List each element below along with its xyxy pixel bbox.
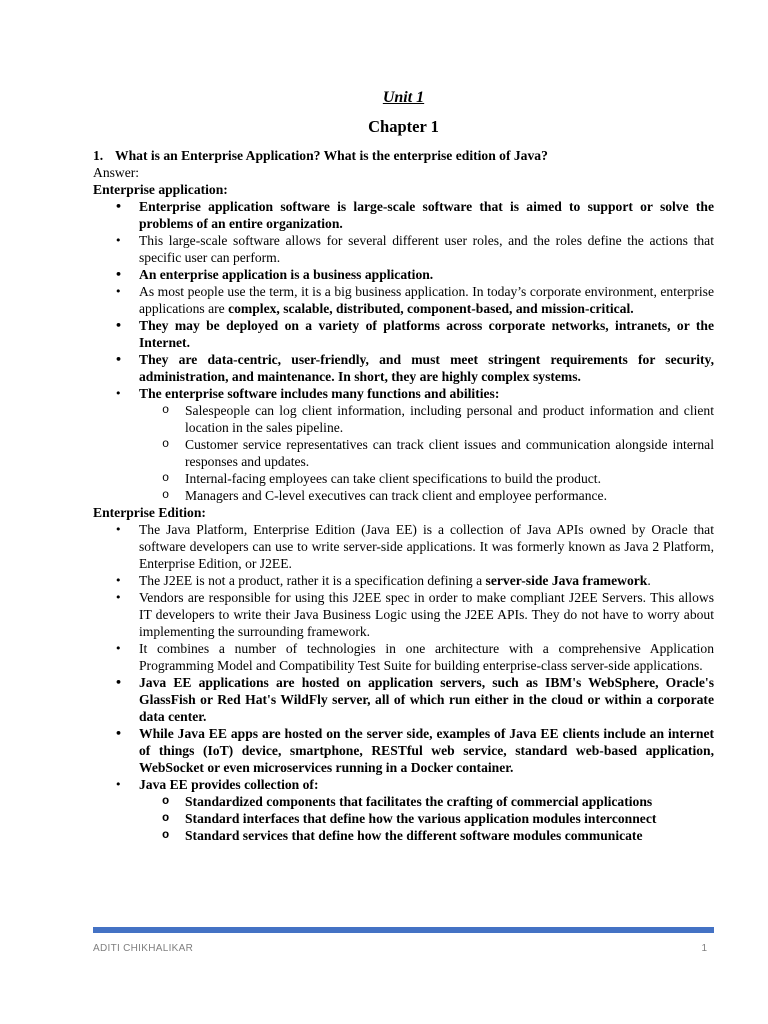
sub-list-item: o Internal-facing employees can take client specifications to build the product.	[139, 470, 714, 487]
footer-author: ADITI CHIKHALIKAR	[93, 943, 194, 954]
list-item: • They may be deployed on a variety of platforms across corporate networks, intranets, or the Internet.	[93, 317, 714, 351]
document-page	[93, 88, 714, 844]
unit-title: Unit 1	[382, 89, 425, 106]
enterprise-edition-list	[93, 521, 714, 844]
list-item-text: As most people use the term, it is a big business application. In today’s corporate environment, enterprise applications are	[139, 284, 714, 316]
list-item: • Vendors are responsible for using this J2EE spec in order to make compliant J2EE Servers. This allows IT developers to write their Java Business Logic using the J2EE APIs. They do not have to worry about implementing the surrounding framework.	[93, 589, 714, 640]
list-item: • They are data-centric, user-friendly, and must meet stringent requirements for security, administration, and maintenance. In short, they are highly complex systems.	[93, 351, 714, 385]
list-item-text-end: .	[647, 573, 651, 588]
list-item-text: The J2EE is not a product, rather it is a specification defining a	[139, 573, 486, 588]
sub-list-item: o Standard interfaces that define how the various application modules interconnect	[139, 810, 714, 827]
list-item: • This large-scale software allows for several different user roles, and the roles define the actions that specific user can perform.	[93, 232, 714, 266]
page-number: 1	[701, 943, 707, 954]
list-item: • The Java Platform, Enterprise Edition (Java EE) is a collection of Java APIs owned by Oracle that software developers can use to write server-side applications. It was formerly known as Java 2 Platform, Enterprise Edition, or J2EE.	[93, 521, 714, 572]
question-heading	[93, 147, 714, 164]
section-heading-enterprise-application: Enterprise application:	[93, 182, 228, 197]
sub-list-item: o Managers and C-level executives can track client and employee performance.	[139, 487, 714, 504]
list-item: • While Java EE apps are hosted on the server side, examples of Java EE clients include an internet of things (IoT) device, smartphone, RESTful web service, standard web-based application, WebSocket or even microservices running in a Docker container.	[93, 725, 714, 776]
list-item-text: The enterprise software includes many functions and abilities:	[139, 386, 500, 401]
list-item-emphasis: complex, scalable, distributed, component-based, and mission-critical.	[228, 301, 634, 316]
list-item	[93, 385, 714, 504]
answer-label: Answer:	[93, 165, 140, 180]
list-item	[93, 572, 714, 589]
chapter-title: Chapter 1	[368, 117, 439, 136]
list-item	[93, 283, 714, 317]
list-item-emphasis: server-side Java framework	[485, 573, 648, 588]
list-item: • It combines a number of technologies in one architecture with a comprehensive Application Programming Model and Compatibility Test Suite for building enterprise-class server-side applications.	[93, 640, 714, 674]
sub-list-item: o Salespeople can log client information, including personal and product information and client location in the sales pipeline.	[139, 402, 714, 436]
list-item: • Enterprise application software is large-scale software that is aimed to support or solve the problems of an entire organization.	[93, 198, 714, 232]
sub-list-item: o Customer service representatives can track client issues and communication alongside internal responses and updates.	[139, 436, 714, 470]
sub-list-item: o Standardized components that facilitates the crafting of commercial applications	[139, 793, 714, 810]
sub-list	[139, 793, 714, 844]
list-item-text: Java EE provides collection of:	[139, 777, 319, 792]
list-item: • Java EE applications are hosted on application servers, such as IBM's WebSphere, Oracle's GlassFish or Red Hat's WildFly server, all of which run either in the cloud or within a corporate data center.	[93, 674, 714, 725]
list-item: • An enterprise application is a business application.	[93, 266, 714, 283]
list-item	[93, 776, 714, 844]
question-number: 1.	[93, 148, 104, 163]
enterprise-application-list	[93, 198, 714, 504]
footer-rule	[93, 927, 714, 933]
sub-list-item: o Standard services that define how the different software modules communicate	[139, 827, 714, 844]
question-text: What is an Enterprise Application? What is the enterprise edition of Java?	[115, 148, 548, 163]
section-heading-enterprise-edition: Enterprise Edition:	[93, 505, 206, 520]
sub-list	[139, 402, 714, 504]
